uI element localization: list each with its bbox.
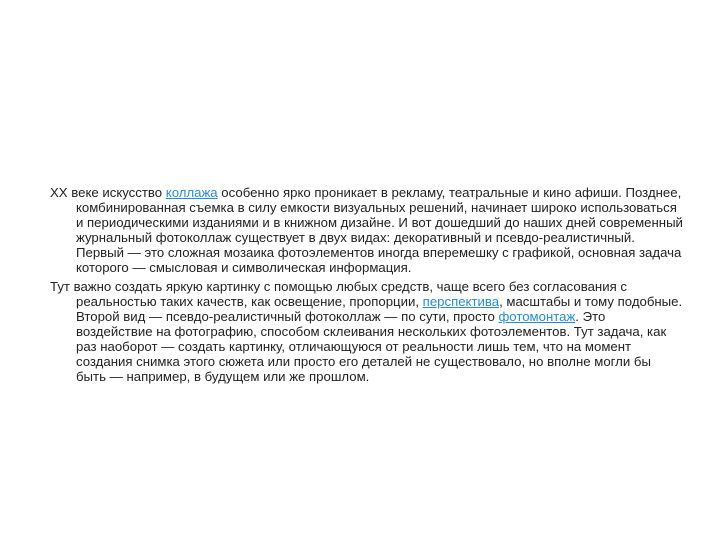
document-text xyxy=(50,185,684,384)
paragraph-1-text-start: XX веке искусство xyxy=(50,185,166,200)
paragraph-2-text-end: . Это воздействие на фотографию, способом склеивания нескольких фотоэлементов. Тут задача, как раз наоборот — создать картинку, отличающуюся от реальности лишь тем, что на момент создания снимка этого сюжета или просто его деталей не существовало, но вполне могли бы быть — например, в будущем или же прошлом. xyxy=(76,308,667,385)
paragraph-collage-history xyxy=(50,185,684,276)
paragraph-2-text-start: Тут важно создать яркую картинку с помощью любых средств, чаще всего без согласования с реальностью таких качеств, как освещение, пропорции, xyxy=(50,278,627,309)
link-perspective[interactable]: перспектива xyxy=(422,293,500,309)
paragraph-2-text-middle: , масштабы и тому подобные. Второй вид — псевдо-реалистичный фотоколлаж — по сути, просто xyxy=(76,293,683,324)
paragraph-photocollage-types xyxy=(50,279,684,385)
paragraph-1-text-end: особенно ярко проникает в рекламу, театральные и кино афиши. Позднее, комбинированная съемка в силу емкости визуальных решений, начинает широко использоваться и периодическими изданиями и в книжном дизайне. И вот дошедший до наших дней современный журнальный фотоколлаж существует в двух видах: декоративный и псевдо-реалистичный. Первый — это сложная мозаика фотоэлементов иногда вперемешку с графикой, основная задача которого — смысловая и символическая информация. xyxy=(76,185,683,276)
link-photomontage[interactable]: фотомонтаж xyxy=(498,308,576,324)
link-collage[interactable]: коллажа xyxy=(165,185,218,200)
